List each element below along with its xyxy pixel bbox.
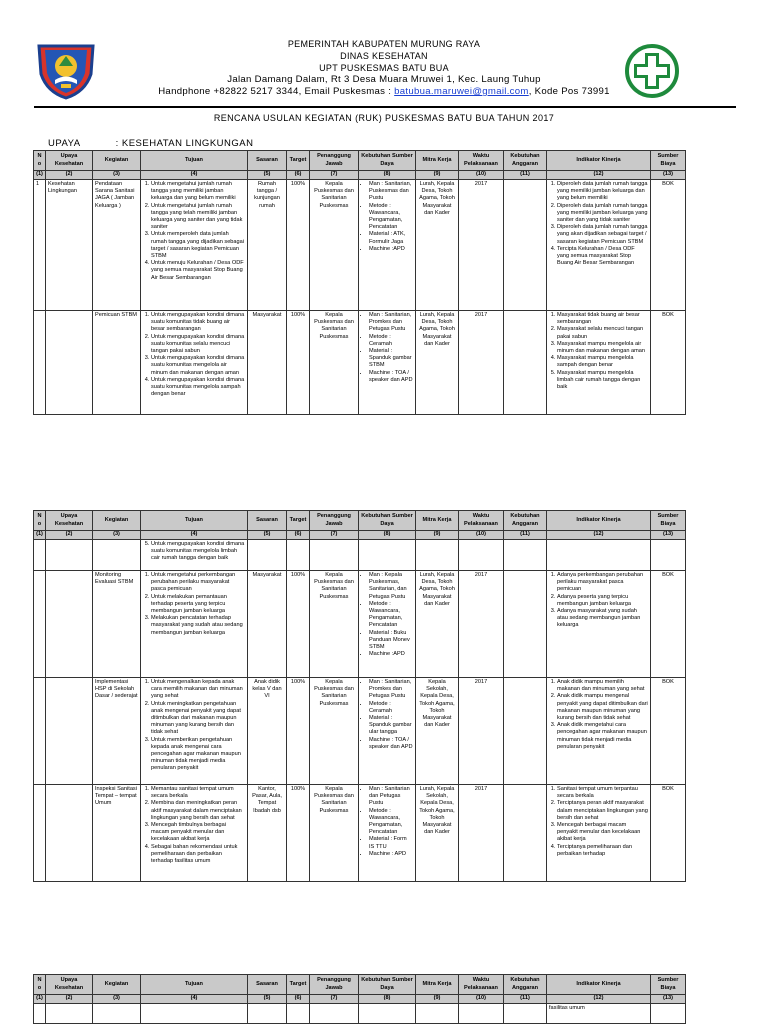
cell-pj: Kepala Puskesmas dan Sanitarian Puskesmas bbox=[310, 180, 359, 311]
cell-pj: Kepala Puskesmas dan Sanitarian Puskesmas bbox=[310, 311, 359, 415]
cell-target bbox=[287, 1004, 310, 1024]
cell-upaya bbox=[46, 571, 93, 678]
list-item: • Material : Spanduk gambar ular tangga bbox=[369, 715, 413, 737]
cell-target bbox=[287, 540, 310, 571]
cell-tujuan bbox=[141, 1004, 248, 1024]
col-number: (3) bbox=[93, 531, 141, 540]
list-item: 5. Untuk mengupayakan kondisi dimana suatu komunitas mengelola limbah cair rumah tangga dengan baik bbox=[151, 541, 245, 563]
table-header-row bbox=[34, 151, 686, 171]
cell-pj: Kepala Puskesmas dan Sanitarian Puskesmas bbox=[310, 571, 359, 678]
list-item: 1. Adanya perkembangan perubahan perilaku masyarakat pasca pemicuan bbox=[557, 572, 648, 594]
document-title: RENCANA USULAN KEGIATAN (RUK) PUSKESMAS BATU BUA TAHUN 2017 bbox=[213, 113, 555, 123]
col-header: Target bbox=[287, 151, 310, 171]
cell-waktu bbox=[459, 540, 504, 571]
cell-kegiatan bbox=[93, 540, 141, 571]
col-header: Sumber Biaya bbox=[651, 151, 686, 171]
cell-mitra: Lurah, Kepala Sekolah, Kepala Desa, Tokoh Agama, Tokoh Masyarakat dan Kader bbox=[416, 785, 459, 882]
col-number: (1) bbox=[34, 995, 46, 1004]
cell-sumber bbox=[359, 540, 416, 571]
list-item: • Man : Sanitarian, Promkes dan Petugas Pustu bbox=[369, 312, 413, 334]
cell-sasaran: Rumah tangga / kunjungan rumah bbox=[248, 180, 287, 311]
col-number: (4) bbox=[141, 995, 248, 1004]
list-item: 1. Untuk mengetahui perkembangan perubahan perilaku masyarakat pasca pemicuan bbox=[151, 572, 245, 594]
list-item: 2. Adanya peserta yang terpicu membangun jamban keluarga bbox=[557, 594, 648, 608]
col-header: Target bbox=[287, 511, 310, 531]
cell-biaya bbox=[651, 540, 686, 571]
cell-no bbox=[34, 311, 46, 415]
col-number: (7) bbox=[310, 531, 359, 540]
col-header: Waktu Pelaksanaan bbox=[459, 511, 504, 531]
cell-sumber bbox=[359, 678, 416, 785]
col-header: Target bbox=[287, 975, 310, 995]
list-item: 2. Membina dan meningkatkan peran aktif masyarakat dalam menciptakan lingkungan yang bersih dan sehat bbox=[151, 800, 245, 822]
list-item: • Machine :APD bbox=[369, 246, 413, 253]
contact-suffix: , Kode Pos 73991 bbox=[528, 86, 610, 97]
cell-waktu: 2017 bbox=[459, 785, 504, 882]
list-item: 4. Untuk menuju Kelurahan / Desa ODF yang semua masyarakat Stop Buang Air Besar Sembarangan bbox=[151, 260, 245, 282]
col-number: (6) bbox=[287, 995, 310, 1004]
cell-upaya bbox=[46, 311, 93, 415]
header-contact bbox=[0, 86, 768, 98]
list-item: • Material : Form IS TTU bbox=[369, 836, 413, 850]
col-header: Indikator Kinerja bbox=[547, 975, 651, 995]
col-header: Penanggung Jawab bbox=[310, 975, 359, 995]
list-item: • Metode : Wawancara, Pengamatan, Pencatatan bbox=[369, 203, 413, 232]
col-number: (9) bbox=[416, 171, 459, 180]
col-number: (12) bbox=[547, 531, 651, 540]
col-number: (5) bbox=[248, 531, 287, 540]
cell-no bbox=[34, 540, 46, 571]
column-number-row bbox=[34, 171, 686, 180]
cell-mitra: Lurah, Kepala Desa, Tokoh Agama, Tokoh Masyarakat dan Kader bbox=[416, 311, 459, 415]
col-header: Sasaran bbox=[248, 511, 287, 531]
header-line-3: UPT PUSKESMAS BATU BUA bbox=[319, 63, 449, 73]
list-item: 3. Untuk mengupayakan kondisi dimana suatu komunitas mengelola air minum dan makanan dengan aman bbox=[151, 355, 245, 377]
cell-kegiatan: Pemicuan STBM bbox=[93, 311, 141, 415]
list-item: 1. Sanitasi tempat umum terpantau secara berkala bbox=[557, 786, 648, 800]
header-line-2: DINAS KESEHATAN bbox=[340, 51, 428, 61]
cell-sumber bbox=[359, 311, 416, 415]
header-line-1: PEMERINTAH KABUPATEN MURUNG RAYA bbox=[287, 39, 481, 49]
cell-sasaran: Masyarakat bbox=[248, 571, 287, 678]
cell-sumber bbox=[359, 180, 416, 311]
column-number-row bbox=[34, 995, 686, 1004]
cell-target: 100% bbox=[287, 311, 310, 415]
list-item: 2. Untuk meningkatkan pengetahuan anak mengenai penyakit yang dapat ditimbulkan dari makanan maupun minuman yang kurang bersih dan tidak sehat bbox=[151, 701, 245, 737]
cell-anggaran bbox=[504, 571, 547, 678]
cell-sumber bbox=[359, 1004, 416, 1024]
col-number: (10) bbox=[459, 171, 504, 180]
col-header: Waktu Pelaksanaan bbox=[459, 151, 504, 171]
col-header: Tujuan bbox=[141, 511, 248, 531]
col-number: (4) bbox=[141, 531, 248, 540]
cell-target: 100% bbox=[287, 180, 310, 311]
cell-target: 100% bbox=[287, 678, 310, 785]
cell-tujuan bbox=[141, 678, 248, 785]
cell-pj bbox=[310, 1004, 359, 1024]
table-row bbox=[34, 678, 686, 785]
list-item: 3. Melakukan pencatatan terhadap masyarakat yang sudah atau sedang membangun jamban keluarga bbox=[151, 615, 245, 637]
cell-target: 100% bbox=[287, 571, 310, 678]
cell-kegiatan: Inspeksi Sanitasi Tempat – tempat Umum bbox=[93, 785, 141, 882]
cell-biaya: BOK bbox=[651, 311, 686, 415]
col-number: (12) bbox=[547, 995, 651, 1004]
cell-waktu: 2017 bbox=[459, 571, 504, 678]
col-number: (8) bbox=[359, 531, 416, 540]
cell-upaya bbox=[46, 540, 93, 571]
col-header: Kebutuhan Anggaran bbox=[504, 151, 547, 171]
cell-tujuan bbox=[141, 571, 248, 678]
cell-pj: Kepala Puskesmas dan Sanitarian Puskesmas bbox=[310, 785, 359, 882]
header-address: Jalan Damang Dalam, Rt 3 Desa Muara Mruwei 1, Kec. Laung Tuhup bbox=[227, 74, 541, 85]
cell-upaya: Kesehatan Lingkungan bbox=[46, 180, 93, 311]
list-item: 2. Untuk melakukan pemantauan terhadap peserta yang terpicu membangun jamban keluarga bbox=[151, 594, 245, 616]
cell-mitra bbox=[416, 1004, 459, 1024]
cell-upaya bbox=[46, 1004, 93, 1024]
list-item: 1. Untuk mengetahui jumlah rumah tangga yang memiliki jamban keluarga dan yang belum memiliki bbox=[151, 181, 245, 203]
col-number: (9) bbox=[416, 531, 459, 540]
col-number: (13) bbox=[651, 531, 686, 540]
list-item: 2. Diperoleh data jumlah rumah tangga yang memiliki jamban keluarga yang saniter dan yang tidak saniter bbox=[557, 203, 648, 225]
list-item: • Man : Sanitarian, Promkes dan Petugas Pustu bbox=[369, 679, 413, 701]
cell-sasaran: Masyarakat bbox=[248, 311, 287, 415]
list-item: • Metode : Wawancara, Pengamatan, Pencatatan bbox=[369, 601, 413, 630]
upaya-label: UPAYA bbox=[48, 138, 81, 149]
table-row bbox=[34, 180, 686, 311]
list-item: • Man : Sanitarian, Puskesmas dan Pustu bbox=[369, 181, 413, 203]
cell-mitra: Lurah, Kepala Desa, Tokoh Agama, Tokoh Masyarakat dan Kader bbox=[416, 571, 459, 678]
list-item: • Material : Spanduk gambar STBM bbox=[369, 348, 413, 370]
list-item: • Man : Sanitarian dan Petugas Pustu bbox=[369, 786, 413, 808]
list-item: 3. Untuk memperoleh data jumlah rumah tangga yang dijadikan sebagai target / sasaran kegiatan Pemicuan STBM bbox=[151, 231, 245, 260]
cell-biaya: BOK bbox=[651, 180, 686, 311]
list-item: • Metode : Ceramah bbox=[369, 701, 413, 715]
cell-biaya: BOK bbox=[651, 678, 686, 785]
cell-tujuan bbox=[141, 785, 248, 882]
header-divider bbox=[34, 106, 736, 108]
cell-indikator: fasilitas umum bbox=[547, 1004, 651, 1024]
cell-kegiatan bbox=[93, 1004, 141, 1024]
col-number: (11) bbox=[504, 995, 547, 1004]
list-item: 4. Terciptanya pemeliharaan dan perbaikan terhadap bbox=[557, 844, 648, 858]
cell-sasaran bbox=[248, 1004, 287, 1024]
col-number: (2) bbox=[46, 531, 93, 540]
col-header: Kebutuhan Sumber Daya bbox=[359, 975, 416, 995]
list-item: 2. Masyarakat selalu mencuci tangan pakai sabun bbox=[557, 326, 648, 340]
col-header: Tujuan bbox=[141, 975, 248, 995]
col-header: Upaya Kesehatan bbox=[46, 511, 93, 531]
cell-waktu: 2017 bbox=[459, 180, 504, 311]
list-item: 1. Anak didik mampu memilih makanan dan minuman yang sehat bbox=[557, 679, 648, 693]
col-number: (7) bbox=[310, 171, 359, 180]
cell-no: 1 bbox=[34, 180, 46, 311]
col-number: (5) bbox=[248, 171, 287, 180]
col-header: Mitra Kerja bbox=[416, 151, 459, 171]
cell-upaya bbox=[46, 678, 93, 785]
cell-indikator bbox=[547, 571, 651, 678]
list-item: 5. Masyarakat mampu mengelola limbah cair rumah tangga dengan baik bbox=[557, 370, 648, 392]
col-header: Sumber Biaya bbox=[651, 975, 686, 995]
list-item: 4. Sebagai bahan rekomendasi untuk pemeliharaan dan perbaikan terhadap fasilitas umum bbox=[151, 844, 245, 866]
col-header: Mitra Kerja bbox=[416, 975, 459, 995]
col-number: (1) bbox=[34, 531, 46, 540]
col-number: (12) bbox=[547, 171, 651, 180]
cell-tujuan bbox=[141, 311, 248, 415]
col-header: Indikator Kinerja bbox=[547, 151, 651, 171]
table-row bbox=[34, 785, 686, 882]
col-number: (2) bbox=[46, 995, 93, 1004]
col-number: (13) bbox=[651, 995, 686, 1004]
list-item: 1. Masyarakat tidak buang air besar sembarangan bbox=[557, 312, 648, 326]
cell-biaya: BOK bbox=[651, 571, 686, 678]
upaya-line bbox=[48, 138, 253, 149]
list-item: • Material : Buku Panduan Monev STBM bbox=[369, 630, 413, 652]
list-item: 2. Untuk mengupayakan kondisi dimana suatu komunitas selalu mencuci tangan pakai sabun bbox=[151, 334, 245, 356]
cell-biaya bbox=[651, 1004, 686, 1024]
table-row bbox=[34, 311, 686, 415]
col-header: N o bbox=[34, 151, 46, 171]
cell-kegiatan: Pendataan Sarana Sanitasi JAGA ( Jamban Keluarga ) bbox=[93, 180, 141, 311]
table-header-row bbox=[34, 511, 686, 531]
col-header: Indikator Kinerja bbox=[547, 511, 651, 531]
col-header: Kegiatan bbox=[93, 511, 141, 531]
letterhead bbox=[0, 38, 768, 98]
cell-kegiatan: Monitoring Evaluasi STBM bbox=[93, 571, 141, 678]
col-number: (3) bbox=[93, 995, 141, 1004]
ruk-table-page-3 bbox=[33, 974, 686, 1024]
cell-tujuan bbox=[141, 180, 248, 311]
col-header: Kebutuhan Sumber Daya bbox=[359, 511, 416, 531]
table-row bbox=[34, 571, 686, 678]
list-item: 4. Tercipta Kelurahan / Desa ODF yang semua masyarakat Stop Buang Air Besar Sembarangan bbox=[557, 246, 648, 268]
list-item: 3. Mencegah timbulnya berbagai macam penyakit menular dan kecelakaan akibat kerja bbox=[151, 822, 245, 844]
cell-pj bbox=[310, 540, 359, 571]
cell-indikator bbox=[547, 785, 651, 882]
cell-anggaran bbox=[504, 678, 547, 785]
cell-no bbox=[34, 785, 46, 882]
col-number: (9) bbox=[416, 995, 459, 1004]
cell-kegiatan: Implementasi HSP di Sekolah Dasar / sederajat bbox=[93, 678, 141, 785]
col-number: (2) bbox=[46, 171, 93, 180]
list-item: 1. Diperoleh data jumlah rumah tangga yang memiliki jamban keluarga dan yang belum memiliki bbox=[557, 181, 648, 203]
cell-waktu bbox=[459, 1004, 504, 1024]
list-item: 3. Mencegah berbagai macam penyakit menular dan kecelakaan akibat kerja bbox=[557, 822, 648, 844]
col-number: (13) bbox=[651, 171, 686, 180]
cell-mitra: Kepala Sekolah, Kepala Desa, Tokoh Agama, Tokoh Masyarakat dan Kader bbox=[416, 678, 459, 785]
cell-sasaran bbox=[248, 540, 287, 571]
list-item: 3. Diperoleh data jumlah rumah tangga yang akan dijadikan sebagai target / sasaran kegiatan Pemicuan STBM bbox=[557, 224, 648, 246]
cell-biaya: BOK bbox=[651, 785, 686, 882]
col-header: N o bbox=[34, 511, 46, 531]
table-row bbox=[34, 1004, 686, 1024]
col-header: Kebutuhan Anggaran bbox=[504, 511, 547, 531]
list-item: 4. Masyarakat mampu mengelola sampah dengan benar bbox=[557, 355, 648, 369]
upaya-value: : KESEHATAN LINGKUNGAN bbox=[115, 138, 254, 149]
col-header: Kegiatan bbox=[93, 151, 141, 171]
col-header: Penanggung Jawab bbox=[310, 151, 359, 171]
col-number: (7) bbox=[310, 995, 359, 1004]
column-number-row bbox=[34, 531, 686, 540]
email-link[interactable]: batubua.maruwei@gmail.com bbox=[394, 86, 529, 97]
cell-anggaran bbox=[504, 180, 547, 311]
list-item: 1. Untuk mengenalkan kepada anak cara memilih makanan dan minuman yang sehat bbox=[151, 679, 245, 701]
table-header-row bbox=[34, 975, 686, 995]
col-number: (10) bbox=[459, 995, 504, 1004]
col-number: (4) bbox=[141, 171, 248, 180]
col-number: (1) bbox=[34, 171, 46, 180]
cell-sumber bbox=[359, 785, 416, 882]
cell-indikator bbox=[547, 678, 651, 785]
col-number: (8) bbox=[359, 171, 416, 180]
cell-target: 100% bbox=[287, 785, 310, 882]
col-header: N o bbox=[34, 975, 46, 995]
list-item: • Machine : APD bbox=[369, 851, 413, 858]
col-header: Kegiatan bbox=[93, 975, 141, 995]
list-item: • Material : ATK, Formulir Jaga bbox=[369, 231, 413, 245]
col-header: Kebutuhan Anggaran bbox=[504, 975, 547, 995]
col-header: Tujuan bbox=[141, 151, 248, 171]
col-header: Sasaran bbox=[248, 151, 287, 171]
cell-mitra bbox=[416, 540, 459, 571]
cell-anggaran bbox=[504, 1004, 547, 1024]
list-item: 1. Memantau sanitasi tempat umum secara berkala bbox=[151, 786, 245, 800]
table-row bbox=[34, 540, 686, 571]
cell-indikator bbox=[547, 180, 651, 311]
contact-prefix: Handphone +82822 5217 3344, Email Puskesmas : bbox=[158, 86, 395, 97]
col-header: Mitra Kerja bbox=[416, 511, 459, 531]
col-number: (3) bbox=[93, 171, 141, 180]
col-number: (11) bbox=[504, 171, 547, 180]
col-header: Kebutuhan Sumber Daya bbox=[359, 151, 416, 171]
cell-indikator bbox=[547, 540, 651, 571]
col-number: (10) bbox=[459, 531, 504, 540]
list-item: • Machine : TOA / speaker dan APD bbox=[369, 370, 413, 384]
cell-no bbox=[34, 571, 46, 678]
list-item: 3. Masyarakat mampu mengelola air minum dan makanan dengan aman bbox=[557, 341, 648, 355]
cell-indikator bbox=[547, 311, 651, 415]
list-item: 3. Untuk memberikan pengetahuan kepada anak mengenai cara pencegahan agar makanan maupun minuman tidak menjadi media penularan penyakit bbox=[151, 737, 245, 773]
cell-waktu: 2017 bbox=[459, 678, 504, 785]
col-number: (5) bbox=[248, 995, 287, 1004]
ruk-table-page-2 bbox=[33, 510, 686, 882]
list-item: 2. Untuk mengetahui jumlah rumah tangga yang telah memiliki jamban keluarga yang saniter dan yang tidak saniter bbox=[151, 203, 245, 232]
list-item: • Machine : TOA / speaker dan APD bbox=[369, 737, 413, 751]
list-item: 3. Adanya masyarakat yang sudah atau sedang membangun jamban keluarga bbox=[557, 608, 648, 630]
list-item: 3. Anak didik mengetahui cara pencegahan agar makanan maupun minuman tidak menjadi media penularan penyakit bbox=[557, 722, 648, 751]
col-number: (6) bbox=[287, 531, 310, 540]
cell-no bbox=[34, 1004, 46, 1024]
list-item: • Metode : Ceramah bbox=[369, 334, 413, 348]
cell-anggaran bbox=[504, 311, 547, 415]
list-item: • Metode : Wawancara, Pengamatan, Pencatatan bbox=[369, 808, 413, 837]
list-item: • Man : Kepala Puskesmas, Sanitarian, dan Petugas Pustu bbox=[369, 572, 413, 601]
col-number: (8) bbox=[359, 995, 416, 1004]
col-number: (6) bbox=[287, 171, 310, 180]
cell-sumber bbox=[359, 571, 416, 678]
col-header: Penanggung Jawab bbox=[310, 511, 359, 531]
col-header: Sasaran bbox=[248, 975, 287, 995]
cell-sasaran: Kantor, Pasar, Aula, Tempat Ibadah dsb bbox=[248, 785, 287, 882]
list-item: 2. Anak didik mampu mengenal penyakit yang dapat ditimbulkan dari makanan maupun minuman yang kurang bersih dan tidak sehat bbox=[557, 693, 648, 722]
cell-waktu: 2017 bbox=[459, 311, 504, 415]
list-item: 4. Untuk mengupayakan kondisi dimana suatu komunitas mengelola sampah dengan benar bbox=[151, 377, 245, 399]
cell-tujuan bbox=[141, 540, 248, 571]
ruk-table-page-1 bbox=[33, 150, 686, 415]
cell-pj: Kepala Puskesmas dan Sanitarian Puskesmas bbox=[310, 678, 359, 785]
cell-no bbox=[34, 678, 46, 785]
col-header: Waktu Pelaksanaan bbox=[459, 975, 504, 995]
col-header: Upaya Kesehatan bbox=[46, 975, 93, 995]
col-header: Upaya Kesehatan bbox=[46, 151, 93, 171]
cell-anggaran bbox=[504, 785, 547, 882]
list-item: 1. Untuk mengupayakan kondisi dimana suatu komunitas tidak buang air besar sembarangan bbox=[151, 312, 245, 334]
col-header: Sumber Biaya bbox=[651, 511, 686, 531]
cell-anggaran bbox=[504, 540, 547, 571]
cell-mitra: Lurah, Kepala Desa, Tokoh Agama, Tokoh Masyarakat dan Kader bbox=[416, 180, 459, 311]
col-number: (11) bbox=[504, 531, 547, 540]
list-item: 2. Terciptanya peran aktif masyarakat dalam menciptakan lingkungan yang bersih dan sehat bbox=[557, 800, 648, 822]
cell-upaya bbox=[46, 785, 93, 882]
list-item: • Machine :APD bbox=[369, 651, 413, 658]
cell-sasaran: Anak didik kelas V dan VI bbox=[248, 678, 287, 785]
